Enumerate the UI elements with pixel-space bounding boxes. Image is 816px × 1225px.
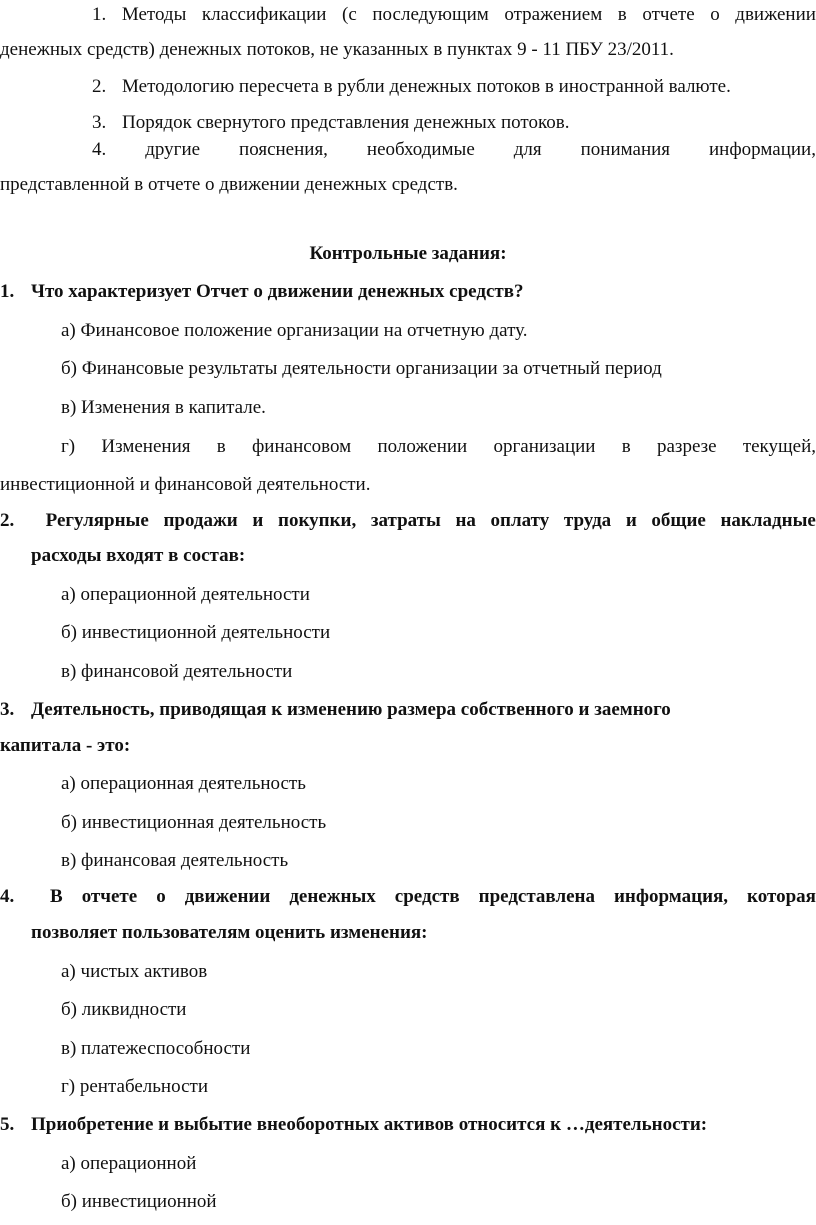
intro-item-2: [92, 76, 731, 98]
word: и: [252, 510, 264, 531]
question-3-line2: капитала - это:: [0, 735, 131, 756]
intro-item-3-text: Порядок свернутого представления денежных потоков.: [122, 112, 570, 133]
question-number: 1.: [0, 281, 15, 302]
section-heading: Контрольные задания:: [309, 243, 507, 264]
word: г): [61, 436, 76, 457]
option-b: б) Финансовые результаты деятельности организации за отчетный период: [61, 358, 662, 379]
question-line: Приобретение и выбытие внеоборотных активов относится к …деятельности:: [31, 1114, 708, 1135]
question-1-text: [0, 281, 524, 303]
word: информация,: [613, 886, 729, 907]
question-4-line1: [0, 886, 816, 908]
question-line: Что характеризует Отчет о движении денежных средств?: [31, 281, 524, 302]
word: оплату: [490, 510, 550, 531]
word: движении: [735, 4, 816, 25]
word: другие: [145, 139, 201, 160]
option-c: в) финансовая деятельность: [61, 850, 289, 871]
word: последующим: [372, 4, 489, 25]
word: продажи: [163, 510, 238, 531]
question-2-line1: [0, 510, 816, 532]
question-3-line1: [0, 699, 671, 721]
word: накладные: [720, 510, 816, 531]
word: Изменения: [101, 436, 191, 457]
option-d-line1: [61, 436, 816, 458]
intro-item-4-line2: представленной в отчете о движении денежных средств.: [0, 174, 458, 195]
word: Регулярные: [45, 510, 149, 531]
word: средств: [394, 886, 460, 907]
word: понимания: [580, 139, 671, 160]
option-b: б) инвестиционная деятельность: [61, 812, 327, 833]
question-5-line1: [0, 1114, 707, 1136]
word: текущей,: [742, 436, 816, 457]
word: финансовом: [252, 436, 352, 457]
word: информации,: [709, 139, 816, 160]
word: денежных: [289, 886, 376, 907]
question-2-line2: расходы входят в состав:: [31, 545, 246, 566]
word: организации: [493, 436, 596, 457]
word: отчете: [81, 886, 138, 907]
word: пояснения,: [239, 139, 328, 160]
intro-item-3-number: 3.: [92, 112, 107, 133]
option-a: а) Финансовое положение организации на отчетную дату.: [61, 320, 528, 341]
question-4-line2: позволяет пользователям оценить изменения:: [31, 922, 428, 943]
word: положении: [377, 436, 468, 457]
word: отчете: [642, 4, 695, 25]
word: и: [625, 510, 637, 531]
option-d-line2: инвестиционной и финансовой деятельности.: [0, 474, 371, 495]
word: покупки,: [278, 510, 357, 531]
intro-item-1-line2: денежных средств) денежных потоков, не указанных в пунктах 9 - 11 ПБУ 23/2011.: [0, 39, 674, 60]
option-c: в) платежеспособности: [61, 1038, 251, 1059]
word: (с: [342, 4, 357, 25]
word: затраты: [370, 510, 441, 531]
word: представлена: [478, 886, 595, 907]
option-c: в) Изменения в капитале.: [61, 397, 266, 418]
intro-item-4-line1: [92, 139, 816, 161]
option-b: б) ликвидности: [61, 999, 187, 1020]
word: отражением: [504, 4, 603, 25]
question-number: 4.: [0, 886, 15, 907]
word: труда: [563, 510, 612, 531]
word: в: [216, 436, 226, 457]
intro-item-2-number: 2.: [92, 76, 107, 97]
word: В: [50, 886, 63, 907]
option-a: а) чистых активов: [61, 961, 208, 982]
intro-item-1-number: 1.: [92, 4, 107, 25]
option-a: а) операционной деятельности: [61, 584, 310, 605]
word: в: [617, 4, 627, 25]
option-a: а) операционная деятельность: [61, 773, 306, 794]
intro-item-3: [92, 112, 569, 134]
word: Методы: [121, 4, 187, 25]
word: в: [621, 436, 631, 457]
intro-item-4-number: 4.: [92, 139, 107, 160]
word: о: [156, 886, 166, 907]
word: разрезе: [657, 436, 717, 457]
word: необходимые: [366, 139, 475, 160]
question-line: Деятельность, приводящая к изменению размера собственного и заемного: [31, 699, 671, 720]
word: которая: [747, 886, 816, 907]
option-d: г) рентабельности: [61, 1076, 208, 1097]
option-a: а) операционной: [61, 1153, 197, 1174]
word: для: [513, 139, 542, 160]
word: на: [455, 510, 476, 531]
option-b: б) инвестиционной деятельности: [61, 622, 331, 643]
question-number: 3.: [0, 699, 15, 720]
word: движении: [184, 886, 271, 907]
intro-item-2-text: Методологию пересчета в рубли денежных потоков в иностранной валюте.: [122, 76, 731, 97]
word: о: [710, 4, 720, 25]
option-c: в) финансовой деятельности: [61, 661, 293, 682]
question-number: 5.: [0, 1114, 15, 1135]
word: общие: [651, 510, 706, 531]
intro-item-1-line1: [92, 4, 816, 26]
word: классификации: [201, 4, 327, 25]
question-number: 2.: [0, 510, 15, 531]
option-b: б) инвестиционной: [61, 1191, 217, 1212]
